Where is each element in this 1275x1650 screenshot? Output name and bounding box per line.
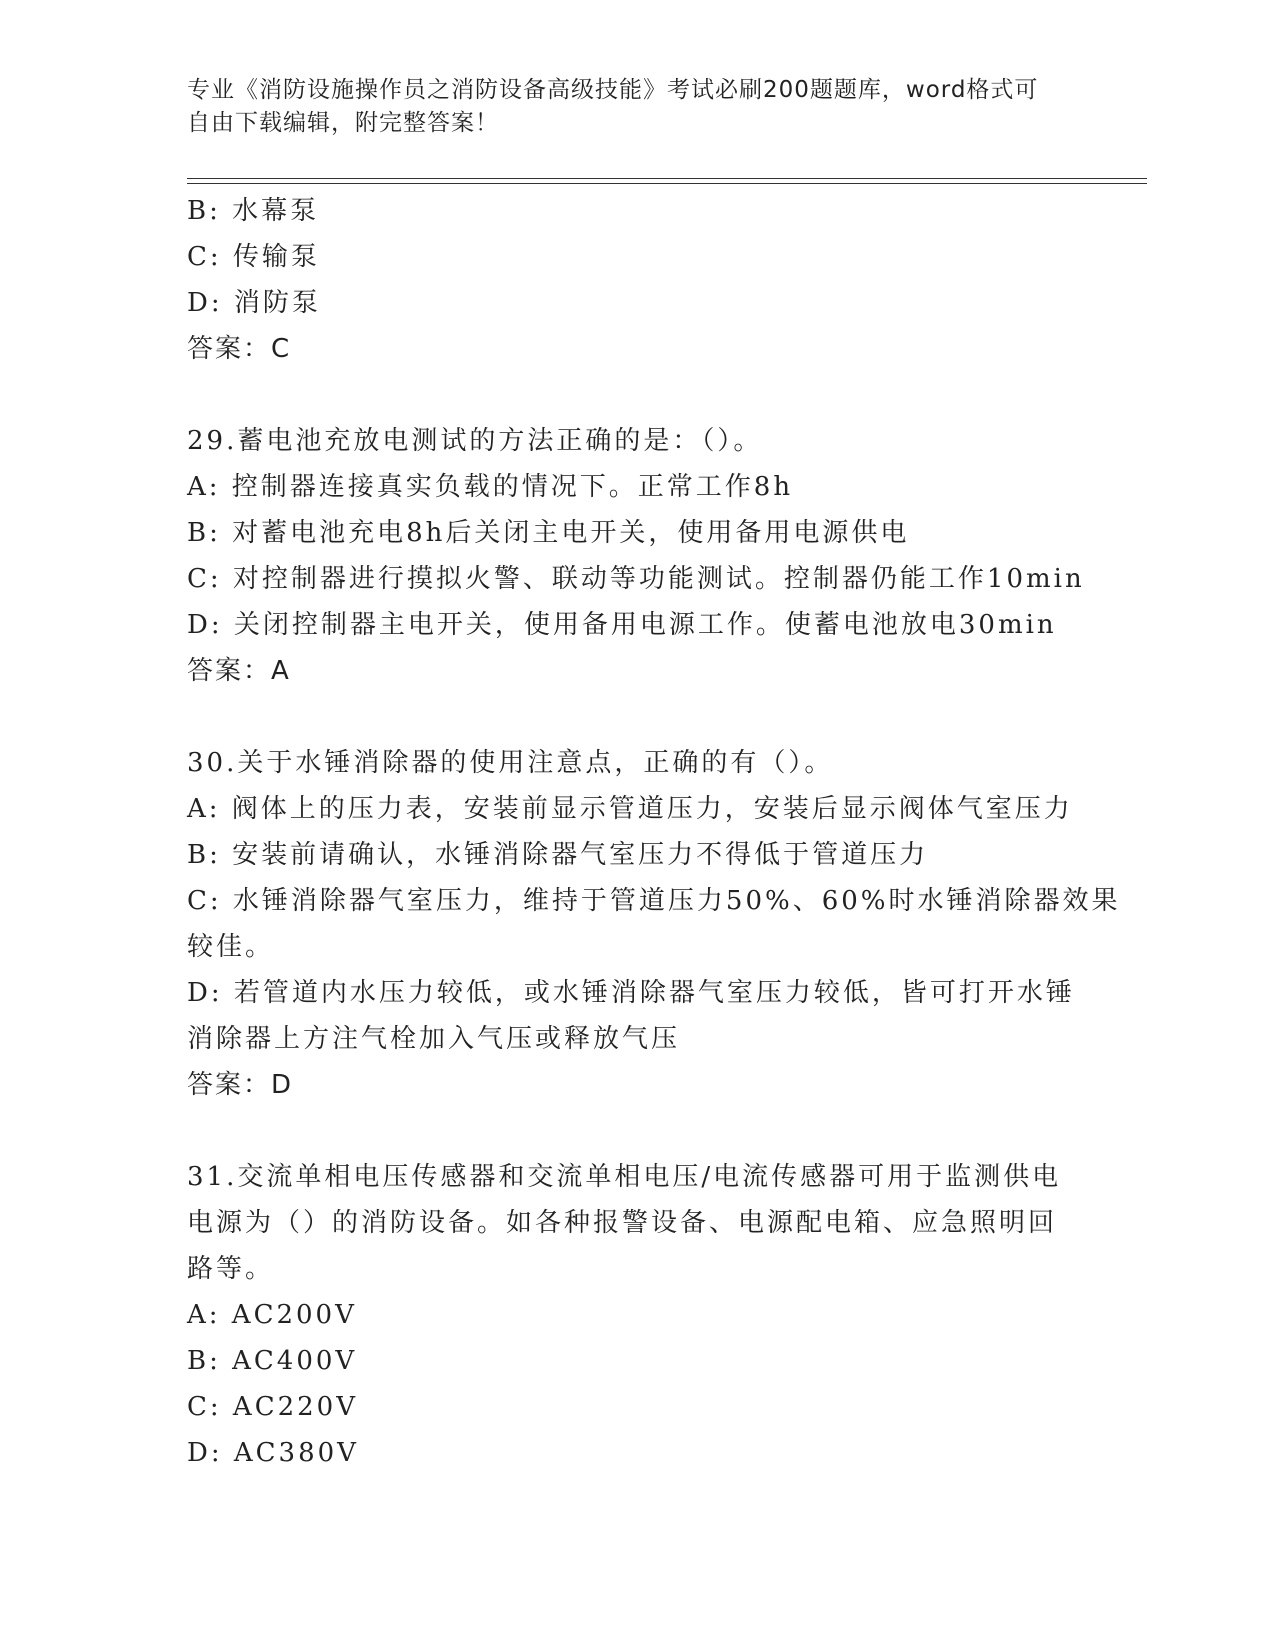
option-b: B: 对蓄电池充电8h后关闭主电开关，使用备用电源供电	[187, 518, 910, 548]
option-c: C: AC220V	[187, 1392, 358, 1422]
question-stem-continued: 路等。	[187, 1254, 275, 1284]
answer: 答案：C	[187, 334, 292, 364]
question-stem: 29.蓄电池充放电测试的方法正确的是：（）。	[187, 426, 763, 456]
document-header	[187, 74, 1087, 140]
answer: 答案：D	[187, 1070, 294, 1100]
option-d: D: 若管道内水压力较低，或水锤消除器气室压力较低，皆可打开水锤	[187, 978, 1075, 1008]
question-stem: 30.关于水锤消除器的使用注意点，正确的有（）。	[187, 748, 834, 778]
option-c: C: 传输泵	[187, 242, 320, 272]
answer: 答案：A	[187, 656, 291, 686]
option-b: B: 水幕泵	[187, 196, 320, 226]
header-line-2: 自由下载编辑，附完整答案！	[187, 110, 499, 136]
question-30	[187, 740, 1121, 1108]
option-d: D: 消防泵	[187, 288, 321, 318]
header-line-1: 专业《消防设施操作员之消防设备高级技能》考试必刷200题题库，word格式可	[187, 77, 1039, 103]
header-divider-bottom	[187, 183, 1147, 184]
option-c-continued: 较佳。	[187, 932, 275, 962]
document-body	[187, 188, 1121, 1476]
question-31	[187, 1154, 1087, 1476]
question-stem: 31.交流单相电压传感器和交流单相电压/电流传感器可用于监测供电	[187, 1162, 1062, 1192]
option-b: B: AC400V	[187, 1346, 358, 1376]
question-stem-continued: 电源为（）的消防设备。如各种报警设备、电源配电箱、应急照明回	[187, 1208, 1058, 1238]
header-divider-top	[187, 178, 1147, 179]
option-a: A: 控制器连接真实负载的情况下。正常工作8h	[187, 472, 794, 502]
option-d: D: 关闭控制器主电开关，使用备用电源工作。使蓄电池放电30min	[187, 610, 1057, 640]
question-28-continued	[187, 188, 1087, 372]
question-29	[187, 418, 1087, 694]
option-c: C: 水锤消除器气室压力，维持于管道压力50%、60%时水锤消除器效果	[187, 886, 1121, 916]
option-d-continued: 消除器上方注气栓加入气压或释放气压	[187, 1024, 681, 1054]
option-b: B: 安装前请确认，水锤消除器气室压力不得低于管道压力	[187, 840, 929, 870]
option-c: C: 对控制器进行摸拟火警、联动等功能测试。控制器仍能工作10min	[187, 564, 1085, 594]
option-a: A: AC200V	[187, 1300, 357, 1330]
option-d: D: AC380V	[187, 1438, 359, 1468]
option-a: A: 阀体上的压力表，安装前显示管道压力，安装后显示阀体气室压力	[187, 794, 1073, 824]
